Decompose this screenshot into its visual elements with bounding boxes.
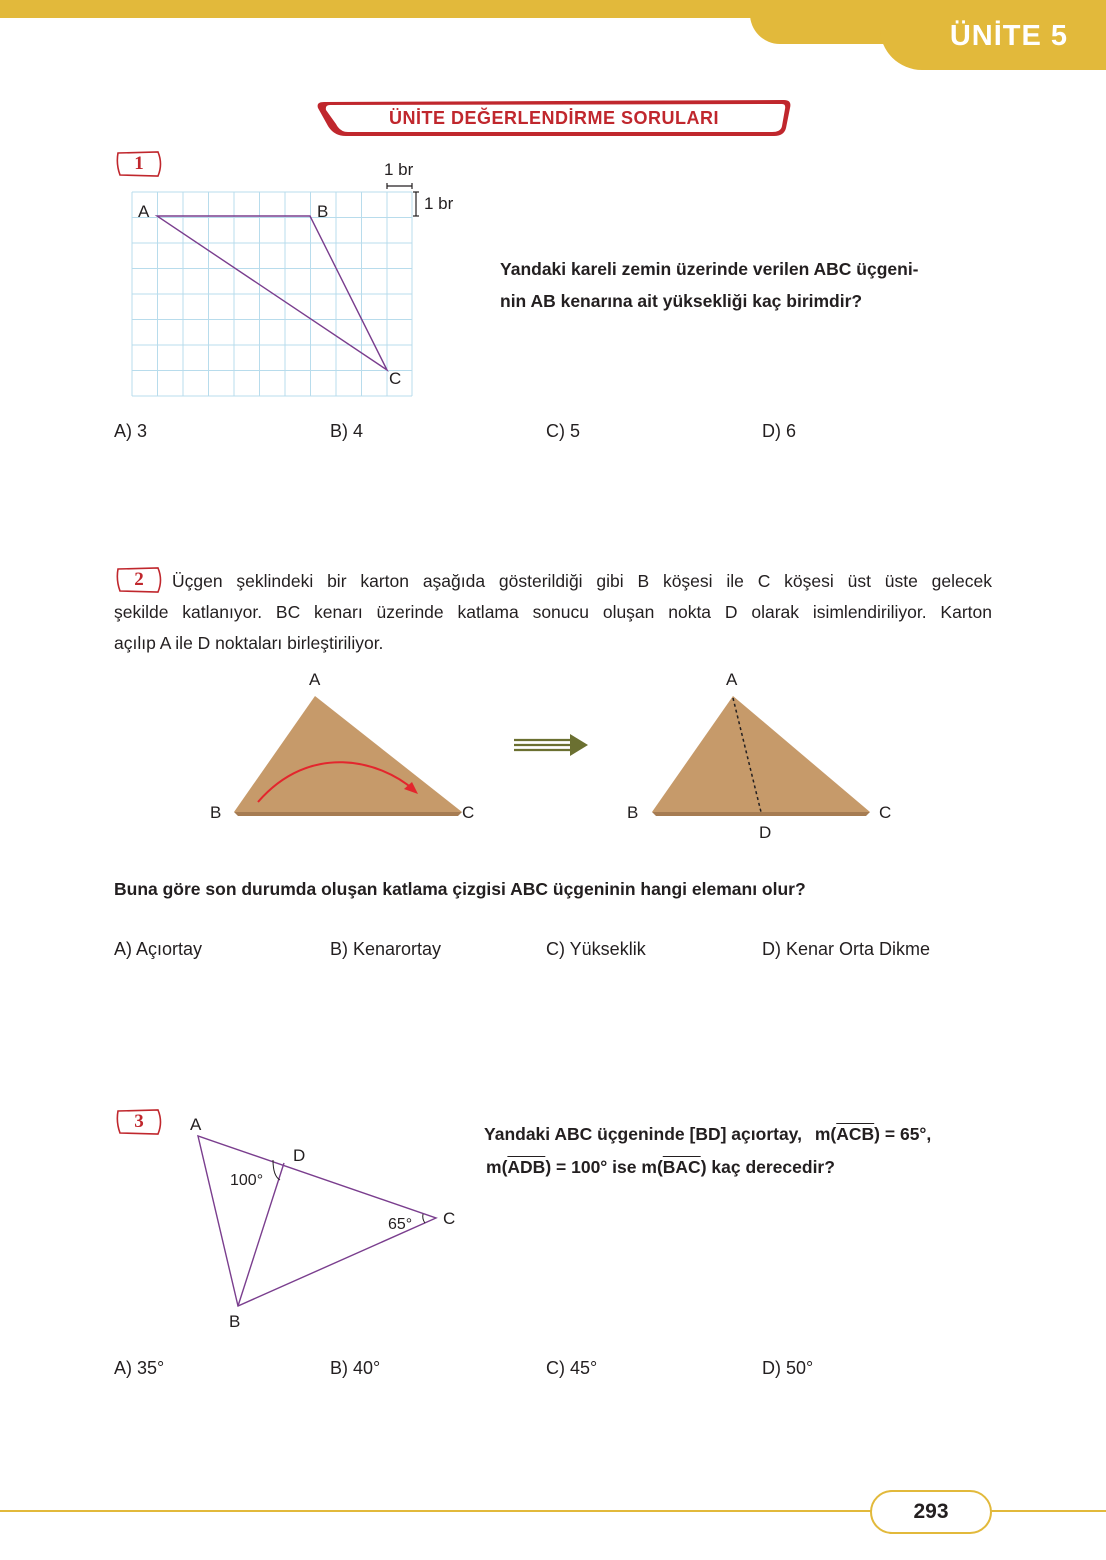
q1-scale-vertical: 1 br [424, 194, 454, 213]
q3-option-c[interactable]: C) 45° [546, 1358, 598, 1378]
q1-point-c: C [389, 369, 402, 388]
q3-angle-c-value: 65° [388, 1216, 413, 1233]
q1-option-c[interactable]: C) 5 [546, 421, 581, 441]
q2-cardboard-triangle-unfolded [640, 690, 880, 830]
q2-cardboard-triangle-folding [200, 690, 490, 830]
q2-fig2-point-b: B [627, 803, 639, 822]
q3-option-b[interactable]: B) 40° [330, 1358, 381, 1378]
q2-fig1-point-a: A [309, 670, 321, 689]
question-1-number: 1 [134, 153, 144, 174]
question-2-number: 2 [134, 569, 144, 590]
q1-scale-horizontal: 1 br [384, 160, 414, 179]
q2-option-d[interactable]: D) Kenar Orta Dikme [762, 939, 931, 959]
page-number: 293 [913, 1500, 949, 1523]
q3-point-a: A [190, 1115, 202, 1134]
q2-fig1-point-c: C [462, 803, 475, 822]
q2-option-b[interactable]: B) Kenarortay [330, 939, 442, 959]
q2-paragraph-line1: Üçgen şeklindeki bir karton aşağıda gösterildiği gibi B köşesi ile C köşesi üst üste gelecek [172, 571, 992, 591]
q1-point-b: B [317, 202, 329, 221]
q3-triangle-figure [180, 1120, 460, 1320]
q3-question-line2: $m(\overline{ADB}) = 100^\circ$ ise $m(\overline{BAC})$ kaç derecedir? [486, 1157, 835, 1177]
q1-grid-figure [120, 180, 420, 402]
triangle-abc [157, 216, 387, 370]
section-title: ÜNİTE DEĞERLENDİRME SORULARI [388, 108, 719, 128]
q2-fig1-point-b: B [210, 803, 222, 822]
q2-paragraph-line3: açılıp A ile D noktaları birleştiriliyor. [114, 633, 384, 653]
arc-acb: $\overline{ACB}$ [836, 1124, 875, 1144]
q3-option-a[interactable]: A) 35° [114, 1358, 165, 1378]
q3-angle-d-value: 100° [230, 1172, 264, 1189]
arc-bac: $\overline{BAC}$ [662, 1157, 701, 1177]
angle-arc-c [423, 1214, 425, 1223]
q3-option-d[interactable]: D) 50° [762, 1358, 814, 1378]
unit-title: ÜNİTE 5 [949, 20, 1068, 52]
question-3-number: 3 [134, 1111, 144, 1132]
q1-option-d[interactable]: D) 6 [762, 421, 797, 441]
arc-adb: $\overline{ADB}$ [507, 1157, 546, 1177]
q3-question-line1: Yandaki ABC üçgeninde [BD] açıortay, $m(\overline{ACB}) = 65^\circ$, [484, 1124, 932, 1144]
q1-question-text: Yandaki kareli zemin üzerinde verilen ABC üçgeni- nin AB kenarına ait yüksekliği kaç birimdir? [500, 259, 919, 311]
q2-fig2-point-d: D [759, 823, 772, 842]
q1-option-a[interactable]: A) 3 [114, 421, 148, 441]
q2-fig2-point-c: C [879, 803, 892, 822]
q3-point-d: D [293, 1146, 306, 1165]
q3-point-c: C [443, 1209, 456, 1228]
q2-option-c[interactable]: C) Yükseklik [546, 939, 646, 959]
double-arrow-icon [510, 732, 590, 756]
q2-option-a[interactable]: A) Açıortay [114, 939, 203, 959]
q1-option-b[interactable]: B) 4 [330, 421, 364, 441]
q2-fig2-point-a: A [726, 670, 738, 689]
q2-question-text: Buna göre son durumda oluşan katlama çizgisi ABC üçgeninin hangi elemanı olur? [114, 879, 806, 899]
q2-paragraph-line2: şekilde katlanıyor. BC kenarı üzerinde katlama sonucu oluşan nokta D olarak isimlendiriliyor. Karton [114, 602, 992, 622]
q3-point-b: B [229, 1312, 241, 1331]
q1-point-a: A [138, 202, 150, 221]
